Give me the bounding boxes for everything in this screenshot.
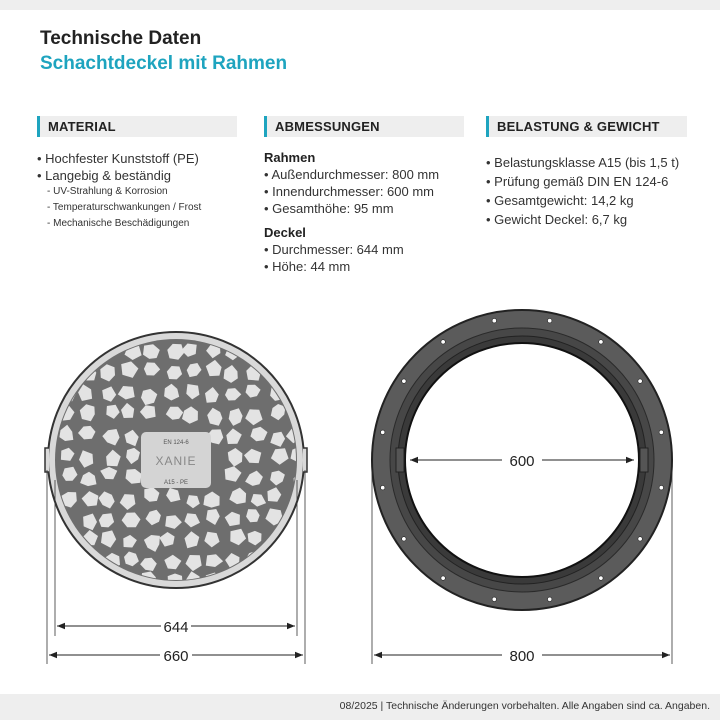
- lid-tab-left: [45, 448, 49, 472]
- lid-title: Deckel: [264, 225, 306, 240]
- lid-item: • Höhe: 44 mm: [264, 259, 351, 274]
- lid-standard-text: EN 124-6: [163, 440, 189, 446]
- technical-drawing: [0, 300, 720, 680]
- bolt-hole: [548, 319, 552, 323]
- section-heading-dimensions: ABMESSUNGEN: [264, 116, 464, 137]
- lid-stone-shape: [57, 533, 71, 548]
- material-item: • Hochfester Kunststoff (PE): [37, 151, 199, 166]
- lid-drawing: [34, 321, 308, 665]
- lid-stone-shape: [121, 323, 136, 339]
- lid-stone-shape: [58, 321, 73, 336]
- material-list: [37, 150, 237, 232]
- lid-stone-shape: [37, 384, 52, 400]
- load-list: [486, 153, 687, 229]
- bolt-hole: [548, 597, 552, 601]
- frame-dim-800: 800: [509, 648, 535, 665]
- lid-stone-shape: [61, 578, 78, 594]
- lid-stone-shape: [268, 552, 282, 567]
- bolt-hole: [599, 576, 603, 580]
- lid-stone-shape: [267, 574, 284, 589]
- page-title: Technische Daten: [40, 28, 202, 49]
- lid-stone-shape: [247, 576, 262, 590]
- lid-stone-shape: [39, 343, 53, 356]
- lid-stone-shape: [253, 321, 267, 338]
- lid-stone-shape: [58, 362, 72, 379]
- material-subitem: - Temperaturschwankungen / Frost: [47, 202, 202, 213]
- frame-dim-600: 600: [509, 453, 535, 470]
- material-item: • Langebig & beständig: [37, 168, 171, 183]
- lid-stone-shape: [80, 577, 94, 592]
- section-heading-load: BELASTUNG & GEWICHT: [486, 116, 687, 137]
- lid-stone-shape: [227, 324, 241, 339]
- frame-notch-left: [396, 448, 404, 472]
- bolt-hole: [638, 537, 642, 541]
- bolt-hole: [402, 379, 406, 383]
- page-subtitle: Schachtdeckel mit Rahmen: [40, 53, 288, 74]
- lid-stone-shape: [228, 578, 242, 591]
- lid-brand-logo: XANIE: [155, 454, 197, 468]
- frame-item: • Gesamthöhe: 95 mm: [264, 201, 394, 216]
- lid-stone-shape: [40, 577, 56, 591]
- bolt-hole: [441, 576, 445, 580]
- lid-stone-shape: [37, 407, 51, 423]
- bolt-hole: [659, 486, 663, 490]
- lid-stone-shape: [266, 340, 281, 356]
- lid-tab-right: [303, 448, 307, 472]
- lid-stone-shape: [82, 346, 98, 359]
- bolt-hole: [492, 597, 496, 601]
- lid-stone-shape: [101, 323, 116, 340]
- lid-stone-shape: [37, 361, 54, 377]
- lid-stone-shape: [291, 535, 306, 549]
- lid-item: • Durchmesser: 644 mm: [264, 242, 404, 257]
- lid-dim-660: 660: [163, 648, 189, 665]
- bolt-hole: [441, 340, 445, 344]
- bolt-hole: [492, 319, 496, 323]
- lid-stone-shape: [105, 574, 119, 589]
- lid-stone-shape: [288, 324, 302, 337]
- frame-drawing: [372, 310, 672, 665]
- load-item: • Gewicht Deckel: 6,7 kg: [486, 212, 628, 227]
- load-item: • Belastungsklasse A15 (bis 1,5 t): [486, 155, 680, 170]
- lid-stone-shape: [63, 556, 77, 572]
- lid-stone-shape: [37, 553, 51, 569]
- top-bar: [0, 0, 720, 10]
- section-heading-material: MATERIAL: [37, 116, 237, 137]
- section-load: [486, 116, 687, 229]
- material-subitem: - Mechanische Beschädigungen: [47, 218, 190, 229]
- bolt-hole: [599, 340, 603, 344]
- load-item: • Prüfung gemäß DIN EN 124-6: [486, 174, 669, 189]
- frame-notch-right: [640, 448, 648, 472]
- material-subitem: - UV-Strahlung & Korrosion: [47, 186, 168, 197]
- lid-stone-shape: [39, 321, 53, 337]
- lid-stone-shape: [288, 386, 304, 402]
- frame-title: Rahmen: [264, 150, 316, 165]
- lid-stone-shape: [267, 324, 281, 340]
- frame-item: • Außendurchmesser: 800 mm: [264, 167, 440, 182]
- lid-stone-shape: [79, 322, 97, 335]
- footer-text: 08/2025 | Technische Änderungen vorbehalten. Alle Angaben sind ca. Angaben.: [339, 700, 710, 712]
- bolt-hole: [659, 430, 663, 434]
- load-item: • Gesamtgewicht: 14,2 kg: [486, 193, 634, 208]
- lid-stone-shape: [36, 494, 53, 507]
- lid-stone-shape: [59, 340, 74, 355]
- footer: [0, 694, 720, 720]
- dimensions-list: [264, 149, 464, 275]
- lid-stone-shape: [293, 576, 308, 594]
- section-material: [37, 116, 237, 232]
- lid-class-text: A15 - PE: [163, 480, 189, 486]
- bolt-hole: [402, 537, 406, 541]
- frame-item: • Innendurchmesser: 600 mm: [264, 184, 435, 199]
- lid-dim-644: 644: [163, 619, 189, 636]
- lid-stone-shape: [294, 363, 308, 376]
- bolt-hole: [381, 486, 385, 490]
- lid-stone-shape: [288, 341, 302, 357]
- bolt-hole: [381, 430, 385, 434]
- lid-stone-shape: [36, 536, 50, 549]
- bolt-hole: [638, 379, 642, 383]
- section-dimensions: [264, 116, 464, 275]
